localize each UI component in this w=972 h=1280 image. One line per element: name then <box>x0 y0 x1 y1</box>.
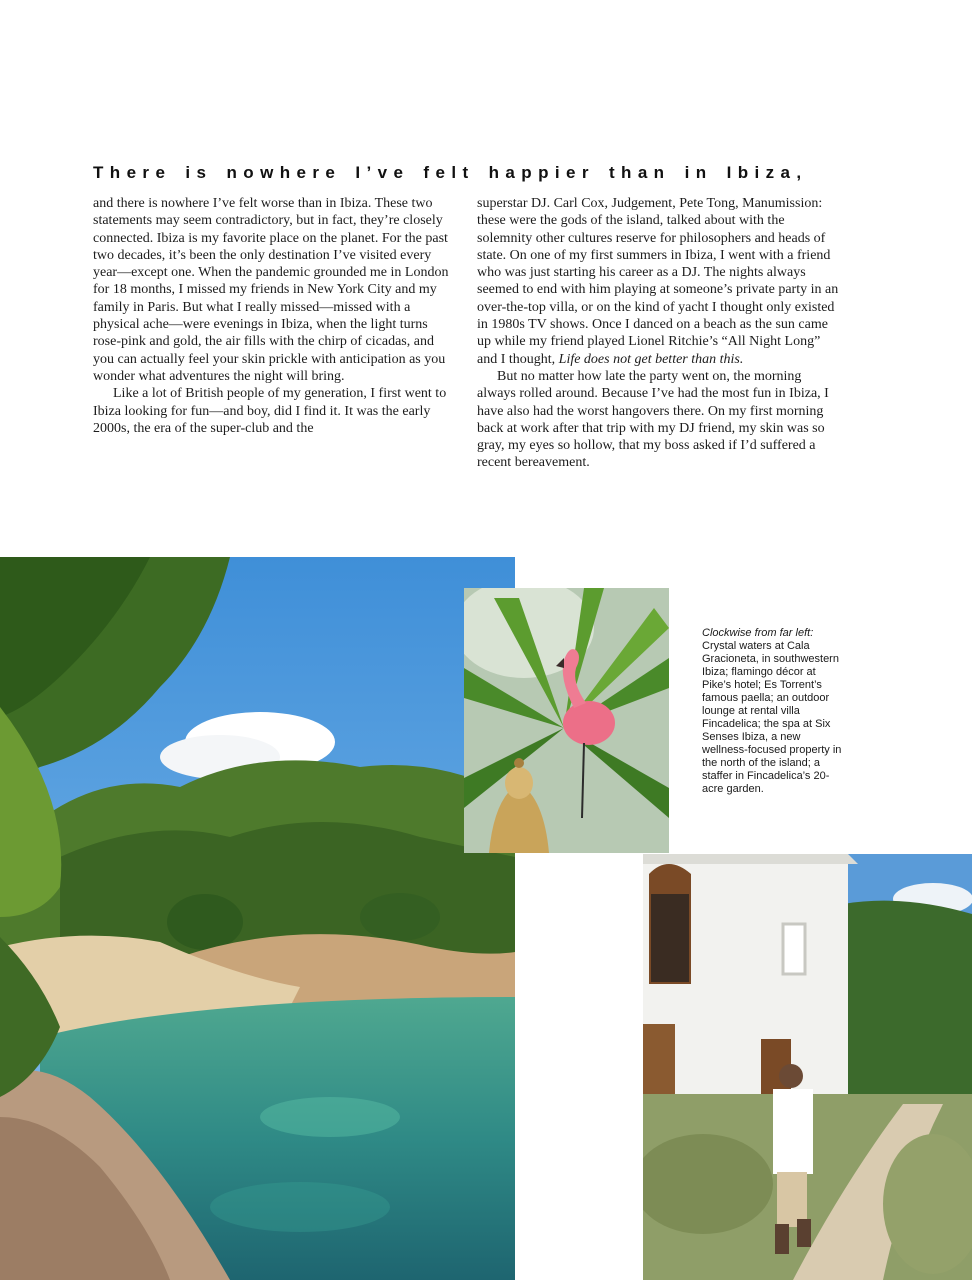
paragraph-4: But no matter how late the party went on, the morning always rolled around. Because I’ve had the most fun in Ibiza, I have also had the worst hangovers there. On my first morning back at work after that trip with my DJ friend, my skin was so gray, my eyes so hollow, that my boss asked if I’d suffered a recent bereavement. <box>477 368 829 471</box>
headline: There is nowhere I’ve felt happier than in Ibiza, <box>93 163 808 182</box>
photo-cala-gracioneta <box>0 557 515 1280</box>
caption-lead: Clockwise from far left: <box>702 627 814 639</box>
paragraph-3-italic: Life does not get better than this. <box>558 351 744 367</box>
article-column-right <box>477 195 839 472</box>
photo-fincadelica-garden <box>643 854 972 1280</box>
article-column-left <box>93 195 455 437</box>
photo-caption <box>702 627 842 796</box>
paragraph-1: and there is nowhere I’ve felt worse than in Ibiza. These two statements may seem contradictory, but in fact, they’re closely connected. Ibiza is my favorite place on the planet. For the past two decades, it’s been the only destination I’ve visited every year—except one. When the pandemic grounded me in London for 18 months, I missed my friends in New York City and my family in Paris. But what I really missed—missed with a physical ache—were evenings in Ibiza, when the light turns rose-pink and gold, the air fills with the chirp of cicadas, and you can actually feel your skin prickle with anticipation as you wonder what adventures the night will bring. <box>93 196 449 384</box>
paragraph-3 <box>477 195 839 368</box>
caption-body: Crystal waters at Cala Gracioneta, in southwestern Ibiza; flamingo décor at Pike’s hotel; Es Torrent’s famous paella; an outdoor lounge at rental villa Fincadelica; the spa at Six Senses Ibiza, a new wellness-focused property in the north of the island; a staffer in Fincadelica’s 20-acre garden. <box>702 640 842 795</box>
paragraph-3-text: superstar DJ. Carl Cox, Judgement, Pete Tong, Manumission: these were the gods of the island, talked about with the solemnity other cultures reserve for philosophers and heads of state. On one of my first summers in Ibiza, I went with a friend who was just starting his career as a DJ. The nights always seemed to end with him playing at someone’s private party in an over-the-top villa, or on the kind of yacht I thought only existed in 1980s TV shows. Once I danced on a beach as the sun came up while my friend played Lionel Ritchie’s “All Night Long” and I thought, <box>477 196 839 367</box>
paragraph-2: Like a lot of British people of my generation, I first went to Ibiza looking for fun—and boy, did I find it. It was the early 2000s, the era of the super-club and the <box>93 386 447 436</box>
photo-flamingo-decor <box>464 588 669 853</box>
